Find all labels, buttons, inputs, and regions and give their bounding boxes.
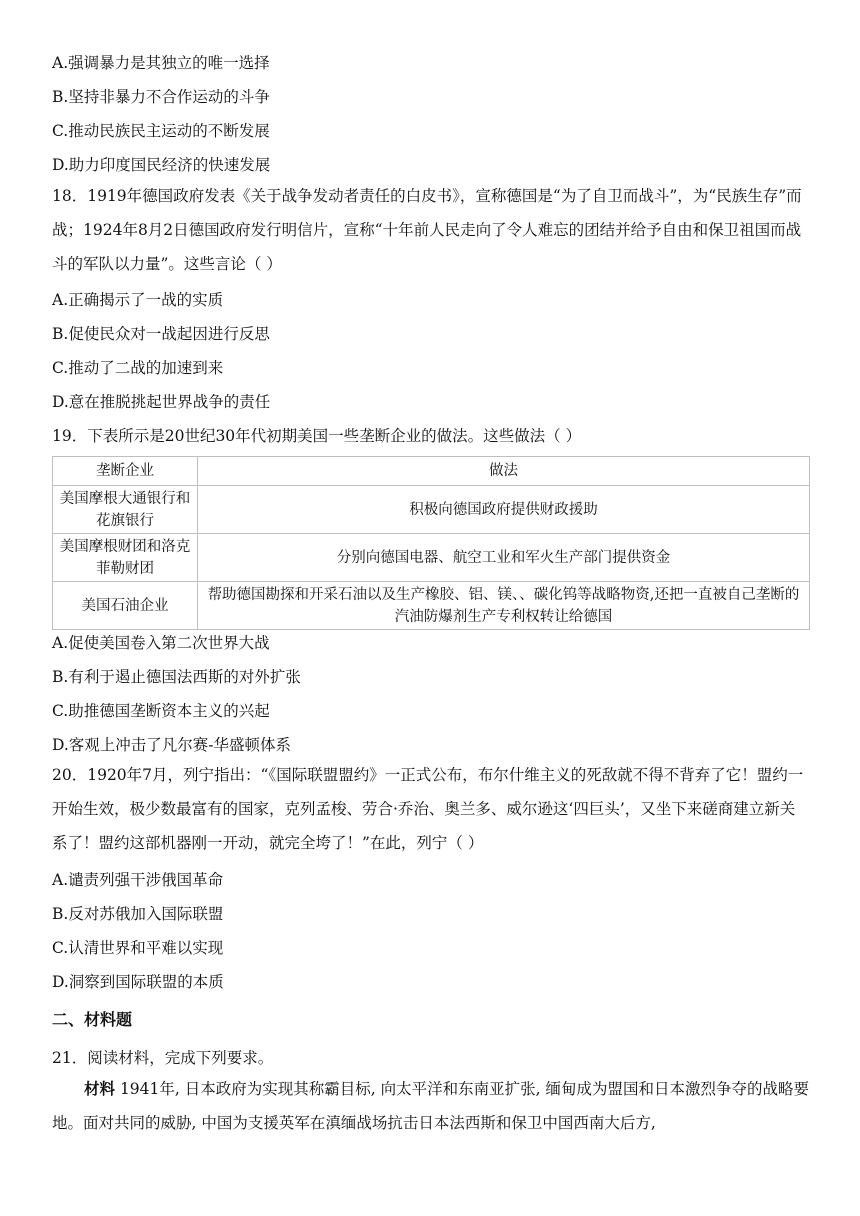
material-text: 1941年, 日本政府为实现其称霸目标, 向太平洋和东南亚扩张, 缅甸成为盟国和日本激烈争夺的战略要地。面对共同的威胁, 中国为支援英军在滇缅战场抗击日本法西斯和保卫中国西南大后方, [52,1080,809,1132]
table-row [53,582,810,630]
q17-option-b: B.坚持非暴力不合作运动的斗争 [52,88,270,106]
q19-option-d: D.客观上冲击了凡尔赛-华盛顿体系 [52,736,292,754]
q18-option-c: C.推动了二战的加速到来 [52,359,224,377]
table-cell-practice: 积极向德国政府提供财政援助 [198,486,810,534]
table-cell-practice: 帮助德国勘探和开采石油以及生产橡胶、铝、镁、、碳化钨等战略物资,还把一直被自己垄断的汽油防爆剂生产专利权转让给德国 [198,582,810,630]
q20-option-d: D.洞察到国际联盟的本质 [52,973,224,991]
table-header-enterprise: 垄断企业 [53,457,198,486]
q20-stem: 20．1920年7月，列宁指出：“《国际联盟盟约》一正式公布，布尔什维主义的死敌就不得不背弃了它！盟约一开始生效，极少数最富有的国家，克列孟梭、劳合·乔治、奥兰多、威尔逊这‘四巨头’，又坐下来磋商建立新关系了！盟约这部机器刚一开动，就完全垮了！”在此，列宁（ ） [52,766,804,852]
q19-option-c: C.助推德国垄断资本主义的兴起 [52,702,270,720]
table-row [53,486,810,534]
table-cell-enterprise: 美国石油企业 [53,582,198,630]
q20-option-b: B.反对苏俄加入国际联盟 [52,905,224,923]
q19-option-b: B.有利于遏止德国法西斯的对外扩张 [52,668,301,686]
q17-option-d: D.助力印度国民经济的快速发展 [52,156,271,174]
q18-option-b: B.促使民众对一战起因进行反思 [52,325,270,343]
q18-option-a: A.正确揭示了一战的实质 [52,291,224,309]
monopoly-table [52,456,810,630]
q18-option-d: D.意在推脱挑起世界战争的责任 [52,393,271,411]
table-header-row [53,457,810,486]
q19-option-a: A.促使美国卷入第二次世界大战 [52,634,270,652]
section-title: 二、材料题 [52,1010,133,1029]
table-cell-practice: 分别向德国电器、航空工业和军火生产部门提供资金 [198,534,810,582]
q20-option-a: A.谴责列强干涉俄国革命 [52,871,224,889]
table-header-practice: 做法 [198,457,810,486]
table-cell-enterprise: 美国摩根财团和洛克菲勒财团 [53,534,198,582]
q18-stem: 18．1919年德国政府发表《关于战争发动者责任的白皮书》，宣称德国是“为了自卫而战斗”，为“民族生存”而战；1924年8月2日德国政府发行明信片，宣称“十年前人民走向了令人难忘的团结并给予自由和保卫祖国而战斗的军队以力量”。这些言论（ ） [52,187,802,273]
q17-option-c: C.推动民族民主运动的不断发展 [52,122,270,140]
q20-option-c: C.认清世界和平难以实现 [52,939,224,957]
q17-option-a: A.强调暴力是其独立的唯一选择 [52,54,270,72]
material-label: 材料 [84,1079,116,1098]
q21-material [52,1072,810,1141]
q21-stem: 21．阅读材料，完成下列要求。 [52,1049,274,1067]
table-cell-enterprise: 美国摩根大通银行和花旗银行 [53,486,198,534]
q19-stem: 19．下表所示是20世纪30年代初期美国一些垄断企业的做法。这些做法（ ） [52,427,582,445]
table-row [53,534,810,582]
